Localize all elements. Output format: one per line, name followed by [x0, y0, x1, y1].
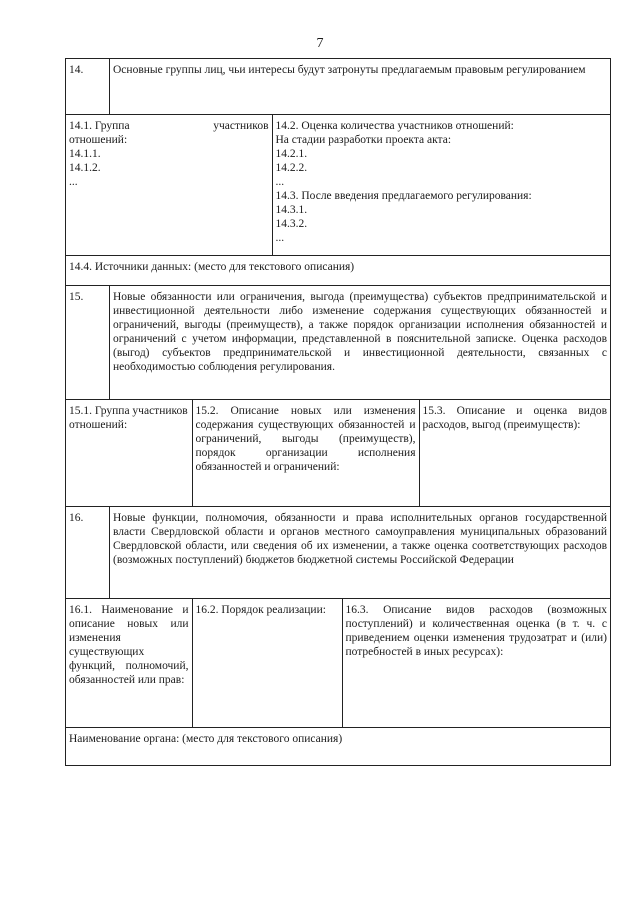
section-16-3-cell: 16.3. Описание видов расходов (возможных поступлений) и количественная оценка (в т. ч. с приведением оценки изменения трудозатрат и (или) потребностей в иных ресурсах):	[345, 604, 607, 658]
section-15-row	[66, 286, 611, 400]
section-15-1-cell: 15.1. Группа участников отношений:	[66, 400, 192, 506]
section-15-details-row	[66, 400, 611, 507]
page-number: 7	[316, 36, 324, 51]
section-14-3-heading: 14.3. После введения предлагаемого регулирования:	[275, 190, 532, 202]
list-item: ...	[275, 176, 285, 188]
section-14-2-heading: 14.2. Оценка количества участников отношений:	[275, 120, 514, 132]
form-table	[65, 58, 611, 766]
form-sheet	[65, 58, 610, 766]
list-item: ...	[275, 232, 285, 244]
section-15-number: 15.	[66, 286, 110, 400]
section-16-organ-row	[66, 728, 611, 766]
section-15-2-cell: 15.2. Описание новых или изменения содержания существующих обязанностей и ограничений, выгоды (преимуществ), порядок организации исполнения обязанностей и ограничений:	[192, 400, 419, 506]
section-14-details-row	[66, 115, 611, 256]
section-14-2-stage: На стадии разработки проекта акта:	[275, 134, 452, 146]
section-16-organ: Наименование органа: (место для текстового описания)	[66, 728, 611, 766]
section-14-details	[66, 115, 610, 255]
section-15-3-cell: 15.3. Описание и оценка видов расходов, выгод (преимуществ):	[422, 405, 607, 431]
list-item: ...	[69, 176, 78, 188]
section-14-title: Основные группы лиц, чьи интересы будут затронуты предлагаемым правовым регулированием	[110, 59, 611, 115]
section-14-number: 14.	[66, 59, 110, 115]
list-item: 14.2.1.	[275, 148, 308, 160]
list-item: 14.3.1.	[275, 204, 308, 216]
section-16-number: 16.	[66, 507, 110, 599]
section-16-1-cell: 16.1. Наименование и описание новых или изменения существующих функций, полномочий, обязанностей или прав:	[66, 599, 192, 727]
list-item: 14.3.2.	[275, 218, 308, 230]
list-item: 14.1.2.	[69, 162, 101, 174]
section-14-4-sources: 14.4. Источники данных: (место для текстового описания)	[66, 256, 611, 286]
section-16-details-row	[66, 599, 611, 728]
section-14-1-label-b: участников	[213, 120, 269, 132]
list-item: 14.1.1.	[69, 148, 101, 160]
section-14-2-cell	[272, 115, 610, 255]
section-16-details	[66, 599, 610, 727]
section-16-row	[66, 507, 611, 599]
section-14-1-label: 14.1. Группа	[69, 120, 130, 132]
section-14-1-label-c: отношений:	[69, 134, 128, 146]
section-16-title: Новые функции, полномочия, обязанности и права исполнительных органов государственной власти Свердловской области и органов местного самоуправления муниципальных образований Свердловской области, или сведения об их изменении, а также оценка соответствующих расходов (возможных поступлений) бюджетов бюджетной системы Российской Федерации	[110, 507, 611, 599]
section-15-title: Новые обязанности или ограничения, выгода (преимущества) субъектов предпринимательской и инвестиционной деятельности либо изменение содержания существующих обязанностей и ограничений, выгоды (преимуществ), а также порядок организации исполнения обязанностей и ограничений с учетом информации, представленной в пояснительной записке. Оценка расходов (выгод) субъектов предпринимательской и инвестиционной деятельности, связанных с необходимостью соблюдения регулирования.	[110, 286, 611, 400]
section-16-2-cell: 16.2. Порядок реализации:	[192, 599, 342, 727]
section-15-details	[66, 400, 610, 506]
section-14-4-row	[66, 256, 611, 286]
list-item: 14.2.2.	[275, 162, 308, 174]
section-14-row	[66, 59, 611, 115]
section-14-1-cell	[66, 115, 272, 255]
